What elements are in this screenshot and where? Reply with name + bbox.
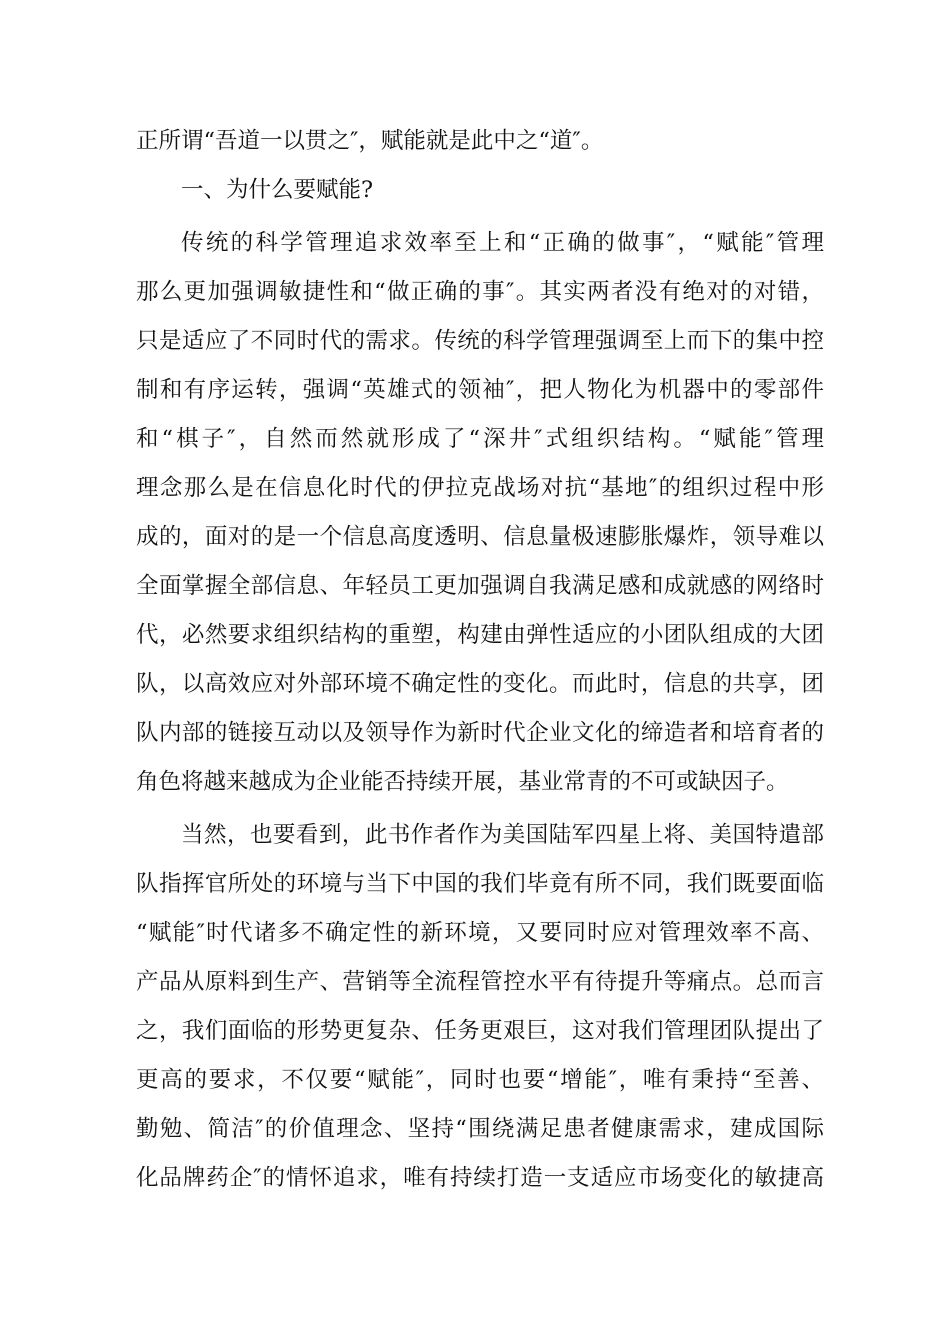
text-line: 队，以高效应对外部环境不确定性的变化。而此时，信息的共享，团: [136, 671, 824, 697]
body-text: [136, 117, 824, 1203]
text-line: 当然，也要看到，此书作者作为美国陆军四星上将、美国特遣部: [181, 822, 824, 848]
text-line: 成的，面对的是一个信息高度透明、信息量极速膨胀爆炸，领导难以: [136, 524, 824, 550]
text-line: 之，我们面临的形势更复杂、任务更艰巨，这对我们管理团队提出了: [136, 1018, 824, 1044]
text-line: 队内部的链接互动以及领导作为新时代企业文化的缔造者和培育者的: [136, 720, 824, 746]
text-line: 全面掌握全部信息、年轻员工更加强调自我满足感和成就感的网络时: [136, 573, 824, 599]
text-line: 制和有序运转，强调“英雄式的领袖″，把人物化为机器中的零部件: [136, 377, 824, 403]
text-line: 勤勉、简洁″的价值理念、坚持“围绕满足患者健康需求，建成国际: [136, 1116, 824, 1142]
text-line: 化品牌药企″的情怀追求，唯有持续打造一支适应市场变化的敏捷高: [136, 1165, 824, 1191]
text-line: 队指挥官所处的环境与当下中国的我们毕竟有所不同，我们既要面临: [136, 871, 824, 897]
text-line: 只是适应了不同时代的需求。传统的科学管理强调至上而下的集中控: [136, 328, 824, 354]
text-line: 传统的科学管理追求效率至上和“正确的做事″，“赋能″管理: [181, 230, 824, 256]
text-line: 理念那么是在信息化时代的伊拉克战场对抗“基地″的组织过程中形: [136, 475, 824, 501]
text-line: 和“棋子″，自然而然就形成了“深井″式组织结构。“赋能″管理: [136, 426, 824, 452]
text-line: 代，必然要求组织结构的重塑，构建由弹性适应的小团队组成的大团: [136, 622, 824, 648]
text-line: 更高的要求，不仅要“赋能″，同时也要“增能″，唯有秉持“至善、: [136, 1067, 824, 1093]
text-line: 正所谓“吾道一以贯之″，赋能就是此中之“道″。: [136, 128, 604, 154]
text-line: 那么更加强调敏捷性和“做正确的事″。其实两者没有绝对的对错，: [136, 279, 824, 305]
section-heading: 一、为什么要赋能?: [181, 177, 374, 203]
text-line: 产品从原料到生产、营销等全流程管控水平有待提升等痛点。总而言: [136, 969, 824, 995]
text-line: “赋能″时代诸多不确定性的新环境，又要同时应对管理效率不高、: [136, 920, 824, 946]
text-line: 角色将越来越成为企业能否持续开展，基业常青的不可或缺因子。: [136, 769, 789, 795]
